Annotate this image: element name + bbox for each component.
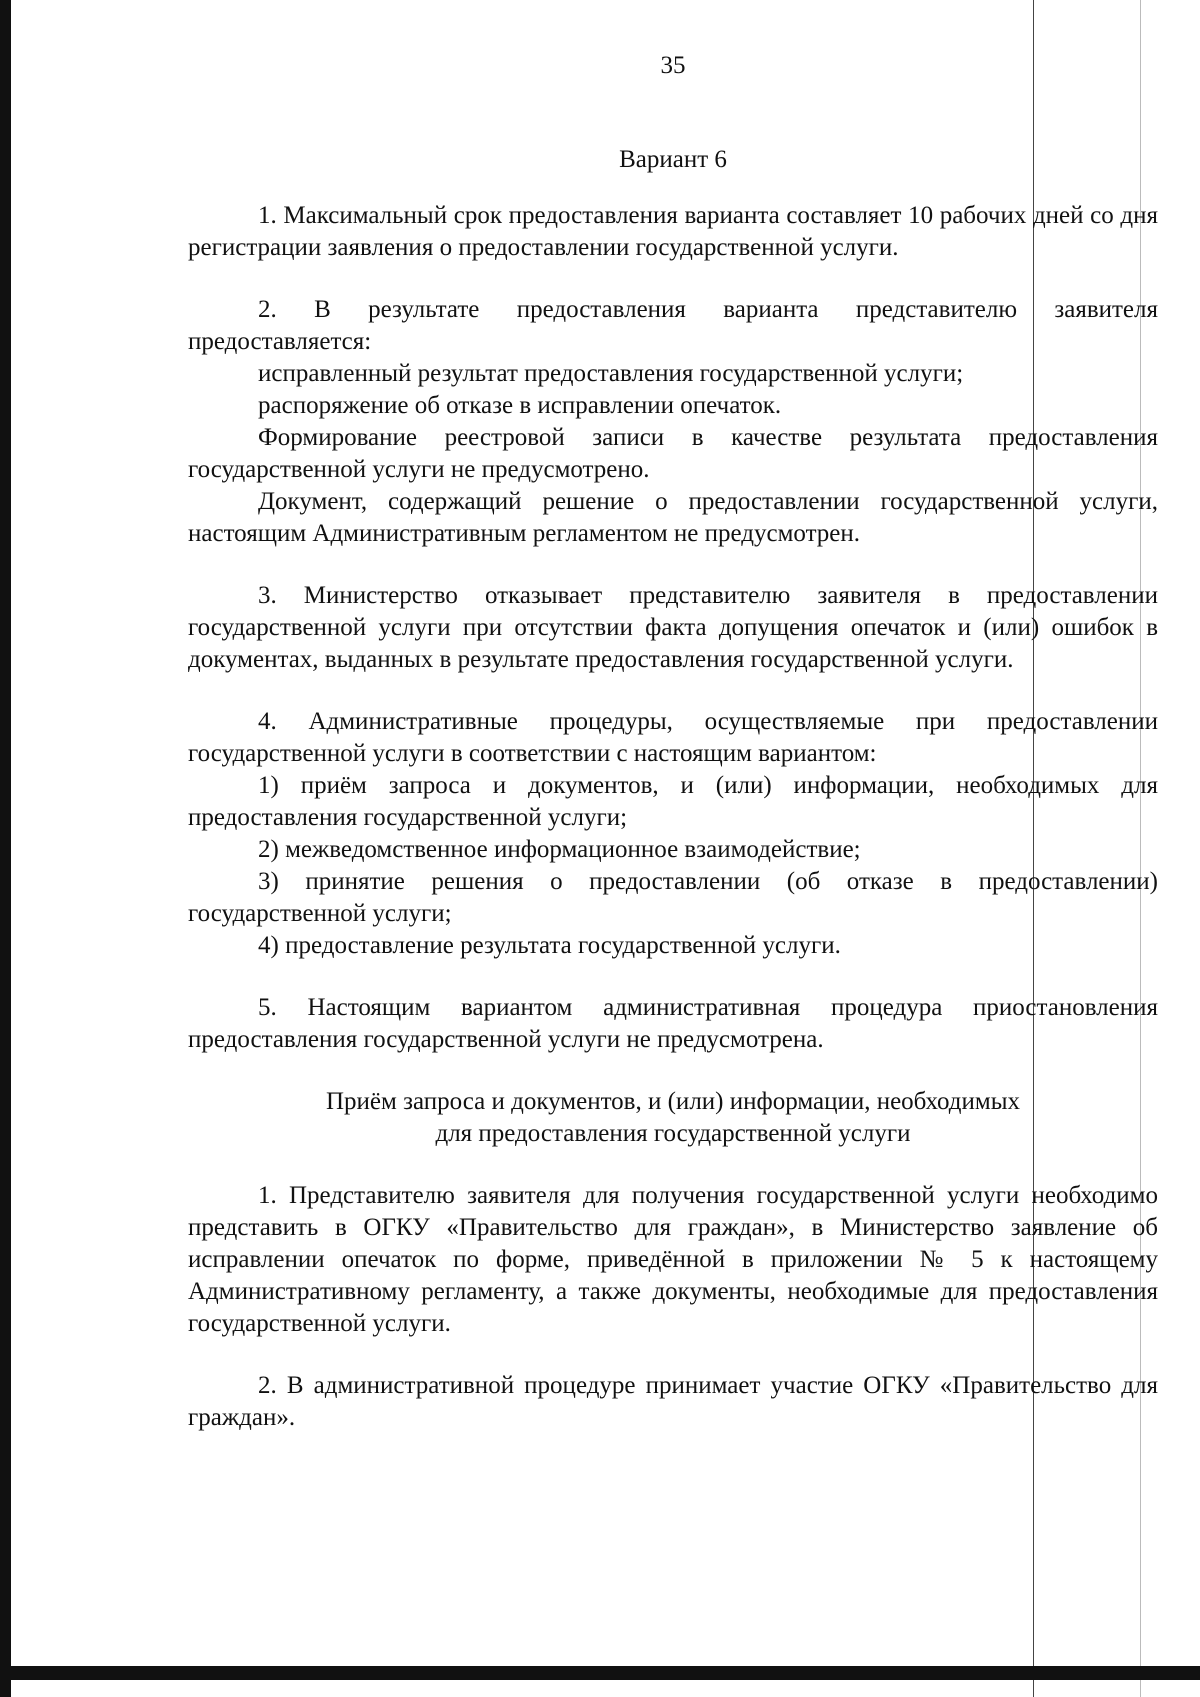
- document-body: [188, 144, 1158, 1434]
- paragraph-4-item-2: 2) межведомственное информационное взаимодействие;: [258, 836, 861, 863]
- section-paragraph-1: 1. Представителю заявителя для получения государственной услуги необходимо представить в ОГКУ «Правительство для граждан», в Министерство заявление об исправлении опечаток по форме, приведённой в приложении № 5 к настоящему Административному регламенту, а также документы, необходимые для предоставления государственной услуги.: [188, 1182, 1158, 1337]
- paragraph-2-document: Документ, содержащий решение о предоставлении государственной услуги, настоящим Административным регламентом не предусмотрен.: [188, 488, 1158, 547]
- paragraph-1: 1. Максимальный срок предоставления варианта составляет 10 рабочих дней со дня регистрации заявления о предоставлении государственной услуги.: [188, 202, 1158, 261]
- variant-heading: Вариант 6: [619, 146, 727, 173]
- section-paragraph-2: 2. В административной процедуре принимает участие ОГКУ «Правительство для граждан».: [188, 1372, 1158, 1431]
- paragraph-2-registry: Формирование реестровой записи в качестве результата предоставления государственной услуги не предусмотрено.: [188, 424, 1158, 483]
- paragraph-2-item-1: исправленный результат предоставления государственной услуги;: [258, 360, 964, 387]
- paragraph-5: 5. Настоящим вариантом административная процедура приостановления предоставления государственной услуги не предусмотрена.: [188, 994, 1158, 1053]
- paragraph-3: 3. Министерство отказывает представителю заявителя в предоставлении государственной услуги при отсутствии факта допущения опечаток и (или) ошибок в документах, выданных в результате предоставления государственной услуги.: [188, 582, 1158, 673]
- page-number: 35: [660, 52, 686, 79]
- paragraph-4-item-4: 4) предоставление результата государственной услуги.: [258, 932, 841, 959]
- section-title-line-2: для предоставления государственной услуги: [435, 1120, 911, 1147]
- paragraph-2: 2. В результате предоставления варианта представителю заявителя предоставляется:: [188, 296, 1158, 355]
- paragraph-4: 4. Административные процедуры, осуществляемые при предоставлении государственной услуги в соответствии с настоящим вариантом:: [188, 708, 1158, 767]
- scan-bottom-border: [0, 1666, 1200, 1680]
- scan-left-border: [0, 0, 11, 1697]
- paragraph-4-item-3: 3) принятие решения о предоставлении (об отказе в предоставлении) государственной услуги;: [188, 868, 1158, 927]
- paragraph-2-item-2: распоряжение об отказе в исправлении опечаток.: [258, 392, 782, 419]
- paragraph-4-item-1: 1) приём запроса и документов, и (или) информации, необходимых для предоставления государственной услуги;: [188, 772, 1158, 831]
- section-title-line-1: Приём запроса и документов, и (или) информации, необходимых: [325, 1088, 1020, 1115]
